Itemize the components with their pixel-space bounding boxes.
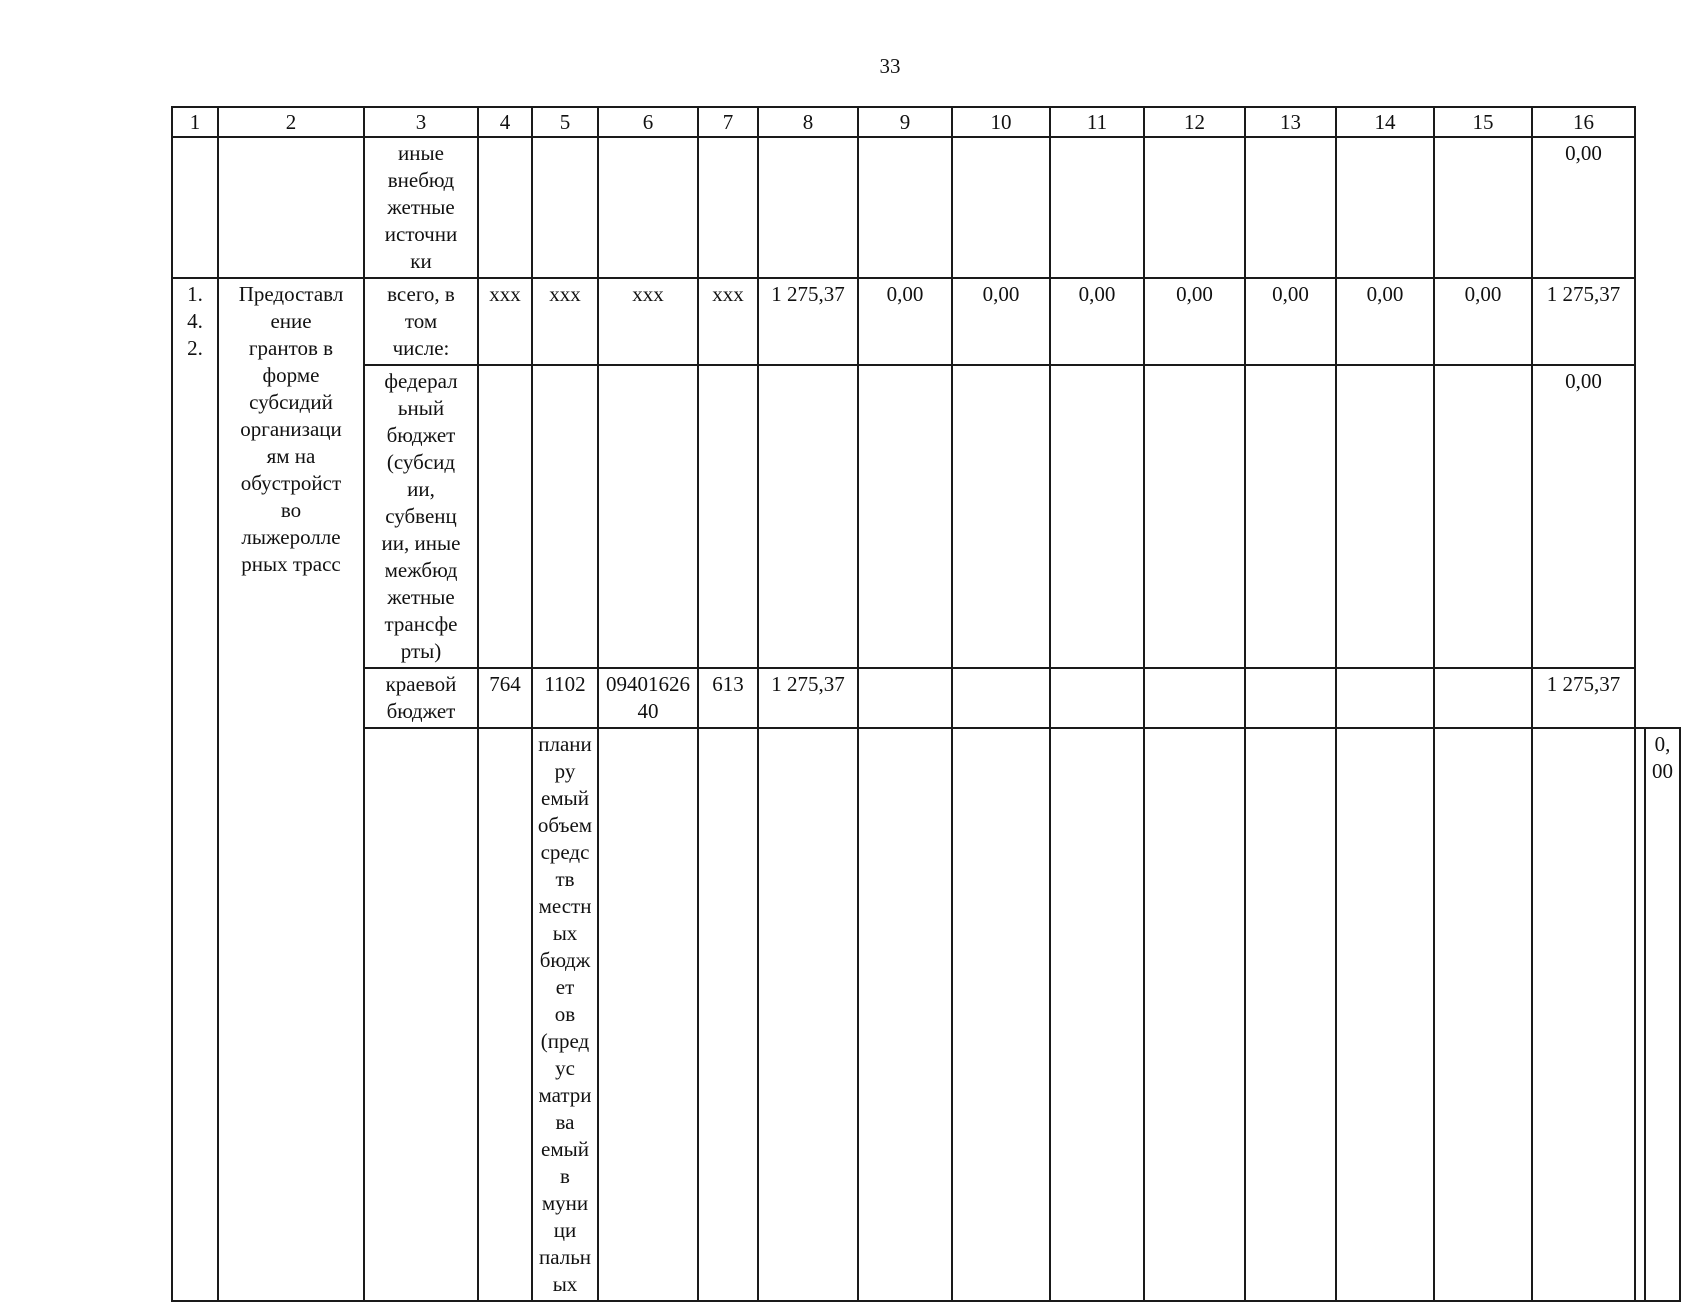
text-line: бюджет <box>386 423 456 447</box>
value-cell: 0,00 <box>1336 278 1434 365</box>
text-line: (предус <box>540 1029 590 1080</box>
column-header: 8 <box>758 107 858 137</box>
value-cell: 0,00 <box>1532 365 1635 668</box>
text-line: жетные <box>387 195 455 219</box>
text-line: Предоставл <box>238 282 344 306</box>
value-cell: 1 275,37 <box>758 668 858 728</box>
text-line: матрива <box>538 1083 592 1134</box>
text-line: муници <box>541 1191 589 1242</box>
source-cell <box>364 137 478 278</box>
value-cell: 613 <box>698 668 758 728</box>
column-header: 2 <box>218 107 364 137</box>
text-line: обустройст <box>240 471 342 495</box>
column-header: 16 <box>1532 107 1635 137</box>
text-line: средств <box>540 840 590 891</box>
row-number <box>172 278 218 1301</box>
column-header: 13 <box>1245 107 1336 137</box>
text-line: емый в <box>541 1137 589 1188</box>
column-header-row <box>172 107 1680 137</box>
value-cell: ххх <box>478 278 532 365</box>
source-cell <box>532 728 598 1301</box>
text-line: форме <box>262 363 320 387</box>
value-cell: 0,00 <box>1532 137 1635 278</box>
value-cell: 764 <box>478 668 532 728</box>
table-row <box>172 668 1680 728</box>
value-cell: 1 275,37 <box>1532 668 1635 728</box>
value-cell: 0,00 <box>1050 278 1144 365</box>
text-line: том <box>404 309 438 333</box>
text-line: федерал <box>384 369 458 393</box>
value-cell: 1 275,37 <box>758 278 858 365</box>
text-line: бюджет <box>386 699 456 723</box>
value-cell: 0,00 <box>952 278 1050 365</box>
value-cell: ххх <box>598 278 698 365</box>
text-line: субсидий <box>249 390 333 414</box>
text-line: ки <box>410 249 432 273</box>
column-header: 12 <box>1144 107 1245 137</box>
value-cell: 0,00 <box>1144 278 1245 365</box>
text-line: иные <box>398 141 444 165</box>
column-header: 11 <box>1050 107 1144 137</box>
text-line: объем <box>537 813 593 837</box>
text-line: источни <box>384 222 458 246</box>
value-cell: 0,00 <box>1645 728 1680 1301</box>
text-line: жетные <box>387 585 455 609</box>
value-cell: 0,00 <box>1245 278 1336 365</box>
measure-name <box>218 278 364 1301</box>
column-header: 10 <box>952 107 1050 137</box>
text-line: краевой <box>385 672 457 696</box>
column-header: 4 <box>478 107 532 137</box>
text-line: 1. <box>187 282 203 306</box>
text-line: пальных <box>538 1245 592 1296</box>
budget-table <box>171 106 1681 1302</box>
text-line: бюджет <box>539 948 591 999</box>
text-line: ение <box>270 309 312 333</box>
text-line: ии, <box>407 477 435 501</box>
column-header: 3 <box>364 107 478 137</box>
text-line: ии, иные <box>381 531 461 555</box>
text-line: всего, в <box>387 282 455 306</box>
text-line: ям на <box>266 444 316 468</box>
text-line: рты) <box>400 639 442 663</box>
source-cell <box>364 365 478 668</box>
table-row <box>172 365 1680 668</box>
column-header: 14 <box>1336 107 1434 137</box>
text-line: лыжеролле <box>241 525 341 549</box>
text-line: рных трасс <box>241 552 341 576</box>
value-cell: ххх <box>698 278 758 365</box>
value-cell: 0940162640 <box>598 668 698 728</box>
column-header: 5 <box>532 107 598 137</box>
text-line: организаци <box>240 417 342 441</box>
text-line: ьный <box>397 396 445 420</box>
column-header: 15 <box>1434 107 1532 137</box>
source-cell <box>364 668 478 728</box>
value-cell: ххх <box>532 278 598 365</box>
value-cell: 0,00 <box>858 278 952 365</box>
column-header: 9 <box>858 107 952 137</box>
text-line: 2. <box>187 336 203 360</box>
text-line: местных <box>538 894 592 945</box>
table-row <box>172 728 1680 1301</box>
value-cell: 0,00 <box>1434 278 1532 365</box>
value-cell: 1 275,37 <box>1532 278 1635 365</box>
text-line: грантов в <box>248 336 334 360</box>
text-line: емый <box>541 786 589 810</box>
text-line: трансфе <box>384 612 458 636</box>
column-header: 1 <box>172 107 218 137</box>
text-line: во <box>280 498 302 522</box>
text-line: планиру <box>538 732 592 783</box>
text-line: межбюд <box>384 558 458 582</box>
text-line: внебюд <box>387 168 455 192</box>
page-number: 33 <box>879 54 901 78</box>
column-header: 7 <box>698 107 758 137</box>
column-header: 6 <box>598 107 698 137</box>
table-row <box>172 137 1680 278</box>
text-line: субвенц <box>385 504 457 528</box>
table-row <box>172 278 1680 365</box>
value-cell: 1102 <box>532 668 598 728</box>
text-line: числе: <box>392 336 450 360</box>
text-line: 4. <box>187 309 203 333</box>
text-line: ов <box>554 1002 576 1026</box>
source-cell <box>364 278 478 365</box>
text-line: (субсид <box>386 450 456 474</box>
